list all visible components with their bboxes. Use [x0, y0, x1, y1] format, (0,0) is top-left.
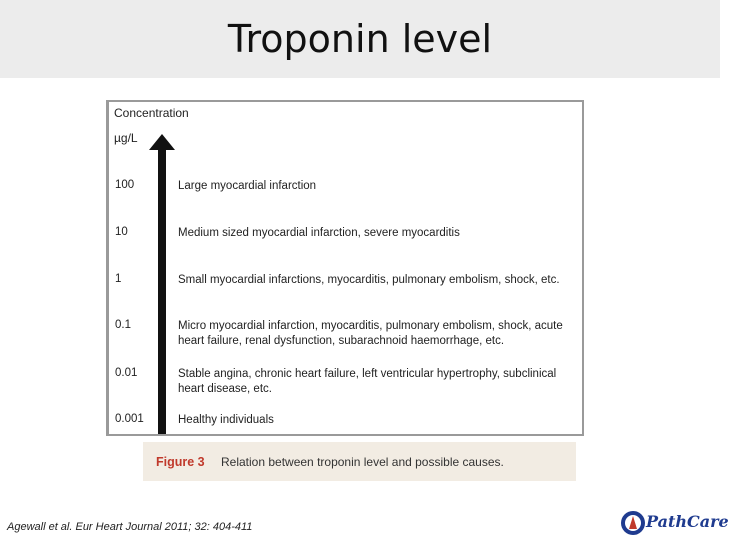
row-text-100: Large myocardial infarction	[178, 180, 317, 192]
row-text-0-1: Micro myocardial infarction, myocarditis, pulmonary embolism, shock, acute heart failure, renal dysfunction, subarachnoid haemorrhage, etc.	[178, 320, 563, 347]
row-value-0-1: 0.1	[115, 319, 131, 331]
troponin-figure	[106, 100, 584, 436]
row-value-100: 100	[115, 179, 135, 191]
axis-label: Concentration	[114, 106, 189, 120]
row-value-10: 10	[115, 226, 128, 238]
row-text-1: Small myocardial infarctions, myocarditis, pulmonary embolism, shock, etc.	[178, 274, 560, 286]
up-arrow-icon	[147, 134, 177, 434]
row-text-0-001: Healthy individuals	[178, 414, 274, 426]
logo-text: PathCare	[646, 512, 729, 531]
caption-text: Relation between troponin level and possible causes.	[221, 455, 504, 469]
citation: Agewall et al. Eur Heart Journal 2011; 32: 404-411	[7, 521, 253, 533]
pathcare-logo-icon	[620, 508, 648, 538]
unit-label: µg/L	[114, 131, 138, 145]
row-value-1: 1	[115, 273, 122, 285]
slide-title: Troponin level	[227, 17, 493, 61]
caption-label: Figure 3	[156, 455, 205, 469]
row-value-0-01: 0.01	[115, 367, 138, 379]
row-text-0-01: Stable angina, chronic heart failure, left ventricular hypertrophy, subclinical heart disease, etc.	[178, 368, 557, 395]
title-bar	[0, 0, 720, 78]
figure-caption	[143, 442, 576, 481]
pathcare-logo	[620, 508, 729, 538]
row-text-10: Medium sized myocardial infarction, severe myocarditis	[178, 227, 460, 239]
row-value-0-001: 0.001	[115, 413, 144, 425]
